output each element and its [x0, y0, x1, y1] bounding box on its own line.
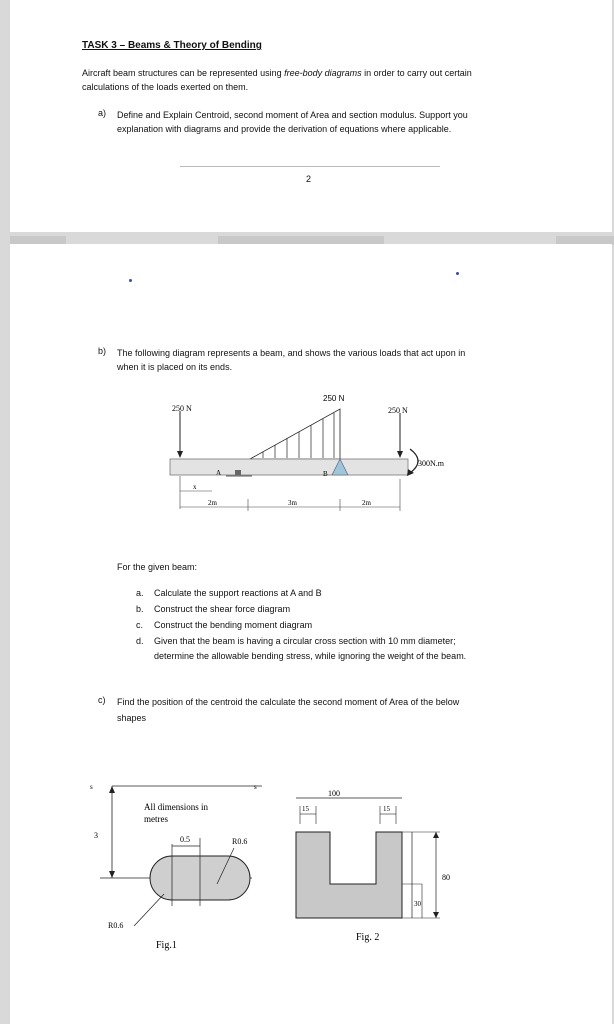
intro-line-2: calculations of the loads exerted on them. [82, 82, 249, 92]
distributed-load-arrows [263, 413, 334, 458]
fig1-dim-half: 0.5 [180, 835, 190, 844]
part-a-label: a) [98, 108, 107, 118]
page-number: 2 [306, 174, 312, 184]
item-d-text-2: determine the allowable bending stress, while ignoring the weight of the beam. [154, 651, 467, 661]
distributed-load-triangle [250, 409, 340, 459]
dimension-3: 2m [362, 499, 371, 507]
fig1-radius-right: R0.6 [232, 837, 248, 846]
item-c-marker: c. [136, 620, 144, 630]
fig1-dim-side: 3 [94, 831, 98, 840]
page-footer-rule [180, 166, 440, 167]
part-c-line-1: Find the position of the centroid the calculate the second moment of Area of the below [117, 697, 460, 707]
item-d-marker: d. [136, 636, 144, 646]
for-given-beam: For the given beam: [117, 562, 198, 572]
beam-body [170, 459, 408, 475]
fig1-note-line-1: All dimensions in [144, 802, 209, 812]
fig2-dim-height: 80 [442, 873, 450, 882]
fig2-caption: Fig. 2 [356, 932, 380, 943]
item-a-marker: a. [136, 588, 144, 598]
fig2-wall-left: 15 [302, 805, 309, 813]
document-page-1 [10, 0, 612, 232]
part-a-line-2: explanation with diagrams and provide the derivation of equations where applicable. [117, 124, 452, 134]
fig1-caption: Fig.1 [156, 940, 177, 951]
support-a-roller [235, 470, 241, 475]
x-label: x [193, 483, 197, 491]
fig2-dim-width: 100 [328, 789, 340, 798]
part-b-line-1: The following diagram represents a beam, and shows the various loads that act upon in [117, 348, 466, 358]
item-d-text: Given that the beam is having a circular cross section with 10 mm diameter; [154, 636, 456, 646]
fig2-u-shape [296, 832, 402, 918]
item-b-text: Construct the shear force diagram [154, 604, 291, 614]
left-load-label: 250 N [172, 404, 192, 413]
beam-diagram [160, 389, 480, 519]
fig1-dim-top-left: s [90, 783, 93, 791]
part-b-label: b) [98, 346, 107, 356]
part-b-line-2: when it is placed on its ends. [117, 362, 233, 372]
moment-label: 300N.m [418, 459, 444, 468]
fig1-note-line-2: metres [144, 814, 168, 824]
fig2-wall-right: 15 [383, 805, 390, 813]
right-load-label: 250 N [388, 406, 408, 415]
moment-arc [410, 449, 418, 473]
document-page-2 [10, 244, 612, 1024]
support-a-label: A [216, 469, 222, 477]
figure-2 [290, 784, 480, 954]
distributed-load-label: 250 N [323, 394, 345, 403]
fig1-dim-top-right: s [254, 783, 257, 791]
item-a-text: Calculate the support reactions at A and B [154, 588, 322, 598]
fig1-radius-left: R0.6 [108, 921, 124, 930]
intro-line-1: Aircraft beam structures can be represented using free-body diagrams in order to carry out certain [82, 68, 472, 78]
dimension-1: 2m [208, 499, 217, 507]
bullet-dot-left [129, 279, 132, 282]
fig2-dim-base: 30 [414, 900, 421, 908]
support-b-label: B [323, 470, 328, 478]
bullet-dot-right [456, 272, 459, 275]
item-b-marker: b. [136, 604, 144, 614]
part-c-label: c) [98, 695, 106, 705]
figure-1 [82, 776, 282, 956]
task-title: TASK 3 – Beams & Theory of Bending [82, 40, 262, 51]
part-c-line-2: shapes [117, 713, 147, 723]
item-c-text: Construct the bending moment diagram [154, 620, 313, 630]
part-a-line-1: Define and Explain Centroid, second moment of Area and section modulus. Support you [117, 110, 468, 120]
dimension-2: 3m [288, 499, 297, 507]
